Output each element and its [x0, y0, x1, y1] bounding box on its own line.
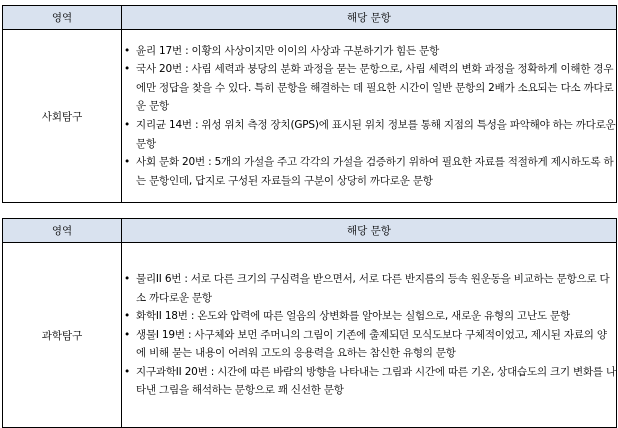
item-list	[122, 42, 616, 191]
table-row	[3, 30, 617, 203]
bullet-icon: •	[124, 119, 130, 131]
list-item	[122, 116, 616, 153]
bullet-icon: •	[124, 44, 130, 57]
area-label: 과학탐구	[3, 243, 122, 428]
list-item	[122, 307, 616, 326]
list-item	[122, 153, 616, 190]
item-text: 생물I 19번 : 사구체와 보먼 주머니의 그림이 기존에 출제되던 모식도보다 구체적이었고, 제시된 자료의 양에 비해 묻는 내용이 어려워 고도의 응용력을 요하는 참신한 유형의 문항	[136, 328, 607, 360]
area-label: 사회탐구	[3, 30, 122, 203]
header-content: 해당 문항	[122, 219, 617, 243]
bullet-icon: •	[124, 310, 130, 323]
table-header-row	[3, 219, 617, 243]
item-cell	[122, 30, 617, 203]
item-text: 물리II 6번 : 서로 다른 크기의 구심력을 받으면서, 서로 다른 반지름의 등속 원운동을 비교하는 문항으로 다소 까다로운 문항	[136, 272, 610, 304]
bullet-icon: •	[124, 156, 130, 169]
bullet-icon: •	[124, 328, 130, 341]
item-text: 윤리 17번 : 이황의 사상이지만 이이의 사상과 구분하기가 힘든 문항	[136, 44, 440, 57]
item-text: 사회 문화 20번 : 5개의 가설을 주고 각각의 가설을 검증하기 위하여 필요한 자료를 적절하게 제시하도록 하는 문항인데, 답지로 구성된 자료들의 구분이 상당히 까다로운 문항	[136, 156, 614, 187]
header-area: 영역	[3, 6, 122, 30]
list-item	[122, 270, 616, 307]
item-cell	[122, 243, 617, 428]
table-row	[3, 243, 617, 428]
header-content: 해당 문항	[122, 6, 617, 30]
science-table	[2, 218, 617, 428]
list-item	[122, 42, 616, 61]
item-text: 지구과학II 20번 : 시간에 따른 바람의 방향을 나타내는 그림과 시간에 따른 기온, 상대습도의 크기 변화를 나타낸 그림을 해석하는 문항으로 꽤 신선한 문항	[136, 365, 616, 397]
list-item	[122, 363, 616, 400]
item-text: 국사 20번 : 사림 세력과 붕당의 분화 과정을 묻는 문항으로, 사림 세력의 변화 과정을 정확하게 이해한 경우에만 정답을 찾을 수 있다. 특히 문항을 해결하는 데 필요한 시간이 일반 문항의 2배가 소요되는 다소 까다로운 문항	[136, 63, 614, 113]
social-studies-table	[2, 5, 617, 203]
table-header-row	[3, 6, 617, 30]
item-text: 화학II 18번 : 온도와 압력에 따른 얼음의 상변화를 알아보는 실험으로, 새로운 유형의 고난도 문항	[136, 310, 570, 323]
item-text: 지리균 14번 : 위성 위치 측정 장치(GPS)에 표시된 위치 정보를 통해 지점의 특성을 파악해야 하는 까다로운 문항	[136, 119, 616, 150]
list-item	[122, 326, 616, 363]
list-item	[122, 60, 616, 116]
item-list	[122, 270, 616, 400]
bullet-icon: •	[124, 63, 130, 76]
header-area: 영역	[3, 219, 122, 243]
bullet-icon: •	[124, 365, 130, 378]
bullet-icon: •	[124, 272, 130, 285]
